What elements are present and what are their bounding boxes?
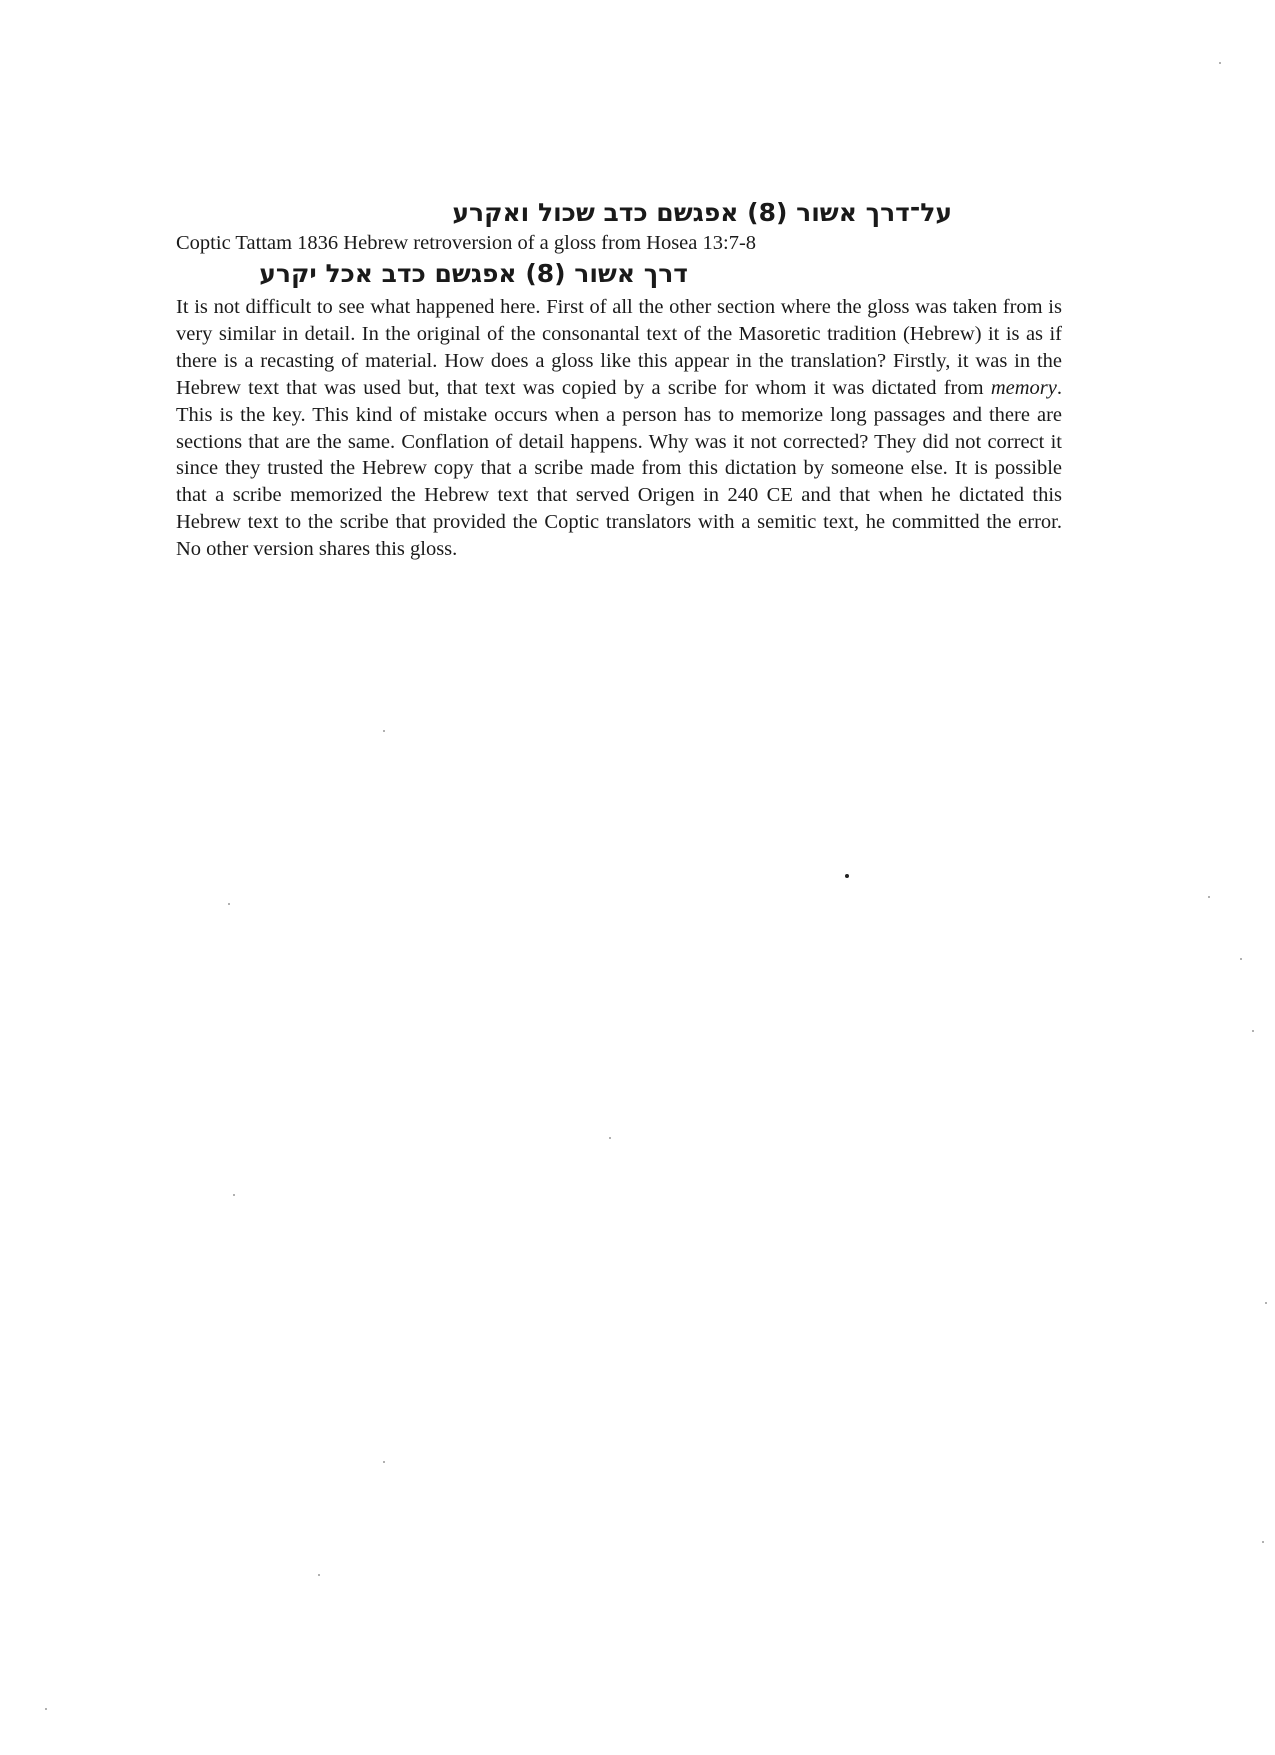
content-block bbox=[176, 196, 1062, 563]
body-paragraph bbox=[176, 294, 1062, 563]
scan-speck bbox=[1219, 62, 1221, 64]
hebrew-verse-retroversion: דרך אשור (8) אפגשם כדב אכל יקרע bbox=[259, 259, 688, 288]
scan-speck bbox=[1240, 958, 1242, 960]
scan-speck bbox=[228, 903, 230, 905]
scan-speck bbox=[609, 1137, 611, 1139]
caption: Coptic Tattam 1836 Hebrew retroversion of a gloss from Hosea 13:7-8 bbox=[176, 232, 757, 254]
scan-speck bbox=[1252, 1030, 1254, 1032]
hebrew-verse-original: על־דרך אשור (8) אפגשם כדב שכול ואקרע bbox=[452, 198, 952, 227]
scan-speck bbox=[1262, 1541, 1264, 1543]
scan-speck bbox=[318, 1574, 320, 1576]
scan-speck bbox=[45, 1708, 47, 1710]
scan-speck bbox=[845, 874, 849, 878]
scan-speck bbox=[383, 730, 385, 732]
paragraph-text-end: . This is the key. This kind of mistake occurs when a person has to memorize long passages and there are sections that are the same. Conflation of detail happens. Why was it not corrected? They did not correct it since they trusted the Hebrew copy that a scribe made from this dictation by someone else. It is possible that a scribe memorized the Hebrew text that served Origen in 240 CE and that when he dictated this Hebrew text to the scribe that provided the Coptic translators with a semitic text, he committed the error. No other version shares this gloss. bbox=[176, 376, 1062, 561]
scan-speck bbox=[1208, 896, 1210, 898]
scan-speck bbox=[233, 1194, 235, 1196]
paragraph-text-start: It is not difficult to see what happened here. First of all the other section where the gloss was taken from is very similar in detail. In the original of the consonantal text of the Masoretic tradition (Hebrew) it is as if there is a recasting of material. How does a gloss like this appear in the translation? Firstly, it was in the Hebrew text that was used but, that text was copied by a scribe for whom it was dictated from bbox=[176, 296, 1062, 399]
emphasized-word: memory bbox=[990, 376, 1057, 399]
scan-speck bbox=[383, 1461, 385, 1463]
scan-speck bbox=[1265, 1302, 1267, 1304]
